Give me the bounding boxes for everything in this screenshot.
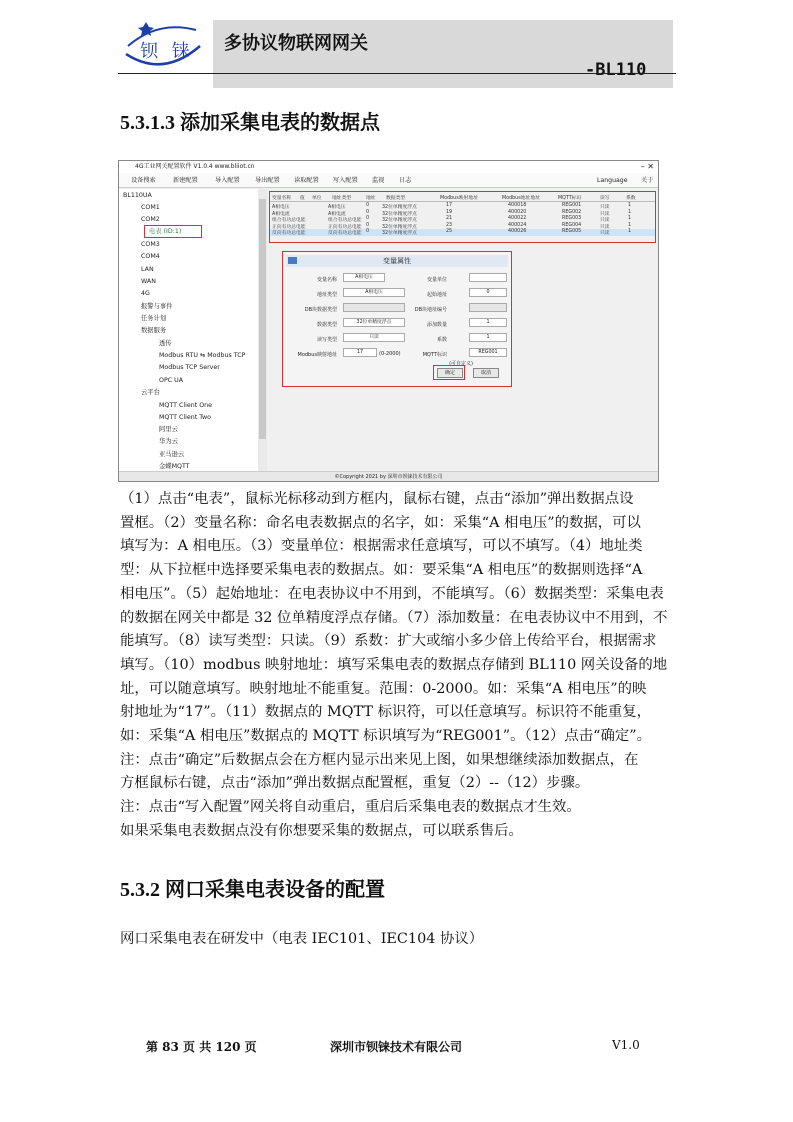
table-cell: 23	[446, 222, 453, 228]
name-input[interactable]: A相电压	[343, 273, 385, 282]
table-cell: 反向有功总电能	[328, 231, 362, 237]
tree-item[interactable]: 4G	[141, 290, 150, 297]
map-label: Modbus映射地址	[297, 352, 337, 358]
table-cell: 只读	[600, 218, 610, 224]
table-cell: A相电压	[272, 205, 290, 210]
tree-item[interactable]: BL110UA	[123, 192, 152, 199]
map-range: (0-2000)	[379, 351, 401, 357]
table-cell: 32位单精度浮点	[382, 218, 417, 224]
table-cell: 只读	[600, 231, 610, 237]
software-screenshot	[118, 160, 659, 482]
tree-item[interactable]: LAN	[141, 266, 154, 273]
table-cell: 0	[366, 216, 370, 222]
tree-item[interactable]: Modbus RTU ⇆ Modbus TCP	[159, 352, 246, 359]
table-cell: 0	[366, 203, 370, 208]
text-line: 址，可以随意填写。映射地址不能重复。范围：0-2000。如：采集“A 相电压”的映	[120, 680, 647, 697]
tree-item[interactable]: COM2	[141, 216, 160, 223]
table-cell: 只读	[600, 211, 610, 217]
table-cell: 400026	[508, 229, 527, 235]
unit-input[interactable]	[469, 273, 507, 282]
window-controls[interactable]: – ✕	[640, 162, 654, 171]
footer-version: V1.0	[612, 1038, 640, 1052]
tree-item[interactable]: 云平台	[141, 389, 160, 396]
col-header[interactable]: 地址	[366, 196, 376, 201]
col-header[interactable]: Modbus映射地址	[440, 196, 478, 201]
table-cell: 17	[446, 203, 453, 208]
table-cell: 32位单精度浮点	[382, 224, 417, 230]
dbaddr-label: DB块地址编号	[414, 307, 447, 313]
table-cell: 400018	[508, 203, 527, 208]
addrtype-select[interactable]: A相电压	[343, 288, 405, 297]
map-input[interactable]: 17	[343, 348, 377, 357]
table-cell: 32位单精度浮点	[382, 231, 417, 237]
tree-scrollbar[interactable]	[258, 189, 267, 471]
addrtype-label: 地址类型	[316, 292, 337, 298]
tree-item[interactable]: COM1	[141, 204, 160, 211]
dtype-label: 数据类型	[316, 322, 337, 328]
table-cell: 0	[366, 222, 370, 228]
table-cell: 25	[446, 229, 453, 235]
tree-item[interactable]: 数据服务	[141, 327, 167, 334]
col-header[interactable]: 变量名称	[272, 196, 292, 201]
table-cell: 正向有功总电能	[328, 224, 362, 230]
tree-item[interactable]: 金蝶MQTT	[159, 463, 190, 470]
text-line: 填写。（10）modbus 映射地址：填写采集电表的数据点存储到 BL110 网关设备的地	[120, 656, 668, 673]
tree-item[interactable]: WAN	[141, 278, 156, 285]
start-input[interactable]: 0	[469, 288, 507, 297]
name-label: 变量名称	[316, 277, 337, 283]
tree-item[interactable]: 华为云	[159, 438, 178, 445]
window-title: 4G工业网关配置软件 V1.0.4 www.bliiot.cn	[119, 161, 658, 173]
toolbar-export[interactable]: 导出配置	[255, 177, 280, 184]
language-button[interactable]: Language	[597, 177, 628, 184]
tree-item[interactable]: Modbus TCP Server	[159, 364, 220, 371]
text-line: （1）点击“电表”，鼠标光标移动到方框内，鼠标右键，点击“添加”弹出数据点设	[120, 491, 634, 507]
table-cell: 只读	[600, 224, 610, 230]
toolbar-read[interactable]: 读取配置	[294, 177, 319, 184]
cancel-button[interactable]: 取消	[473, 368, 499, 378]
section2-text: 网口采集电表在研发中（电表 IEC101、IEC104 协议）	[120, 931, 484, 947]
table-cell: 1	[628, 209, 632, 215]
start-label: 起始地址	[426, 292, 447, 298]
section2-heading: 5.3.2 网口采集电表设备的配置	[120, 879, 385, 901]
table-cell: 400024	[508, 222, 527, 228]
text-line: 填写为：A 相电压。（3）变量单位：根据需求任意填写，可以不填写。（4）地址类	[120, 538, 643, 555]
text-line: 置框。（2）变量名称：命名电表数据点的名字，如：采集“A 相电压”的数据，可以	[120, 514, 641, 531]
count-label: 添加数量	[426, 322, 447, 328]
table-cell: 1	[628, 216, 632, 222]
table-cell: REG002	[562, 209, 582, 215]
col-header[interactable]: 系数	[626, 196, 636, 201]
table-cell: 反向有功总电能	[272, 231, 306, 237]
device-tree	[119, 189, 267, 471]
product-model: -BL110	[585, 60, 647, 80]
header-rule	[118, 73, 676, 74]
table-cell: REG005	[562, 229, 582, 235]
footer-company: 深圳市钡铼技术有限公司	[330, 1040, 463, 1054]
table-cell: 400020	[508, 209, 527, 215]
scroll-thumb[interactable]	[259, 199, 266, 439]
table-cell: 19	[446, 209, 453, 215]
variable-dialog	[282, 251, 512, 387]
table-cell: 只读	[600, 205, 610, 210]
table-cell: 32位单精度浮点	[382, 205, 417, 210]
toolbar-new[interactable]: 新建配置	[173, 177, 198, 184]
table-cell: REG001	[562, 203, 582, 208]
rw-select[interactable]: 只读	[343, 333, 405, 342]
logo-text: 钡 铼	[140, 41, 194, 62]
text-line: 射地址为“17”。（11）数据点的 MQTT 标识符，可以任意填写。标识符不能重复，	[120, 704, 652, 721]
col-header[interactable]: 数据类型	[386, 196, 406, 201]
text-line: 如：采集“A 相电压”数据点的 MQTT 标识填写为“REG001”。（12）点击“确定”。	[120, 728, 652, 745]
table-cell: 32位单精度浮点	[382, 211, 417, 217]
dialog-title: 变量属性	[286, 255, 508, 267]
confirm-highlight	[433, 365, 465, 380]
tree-item[interactable]: 透传	[159, 340, 172, 347]
col-header[interactable]: Modbus地址地址	[502, 196, 540, 201]
table-cell: 1	[628, 229, 632, 235]
selection-highlight	[144, 225, 202, 238]
text-line: 注：点击“写入配置”网关将自动重启，重启后采集电表的数据点才生效。	[120, 799, 581, 816]
section-heading: 5.3.1.3 添加采集电表的数据点	[120, 112, 380, 134]
table-cell: 组合有功总电能	[328, 218, 362, 224]
tree-item-meter[interactable]: 电表 (ID:1)	[149, 228, 182, 235]
col-header[interactable]: 地址类型	[332, 196, 352, 201]
table-cell: 1	[628, 203, 632, 208]
datapoint-grid-highlight	[269, 191, 656, 243]
about-button[interactable]: 关于	[641, 177, 654, 184]
toolbar-monitor[interactable]: 监视	[372, 177, 385, 184]
col-header[interactable]: 读写	[600, 196, 610, 201]
instructions	[120, 488, 675, 844]
table-cell: A相电流	[328, 211, 346, 217]
table-cell: A相电压	[328, 205, 346, 210]
tree-item[interactable]: 任务计划	[141, 315, 167, 322]
tree-item[interactable]: COM3	[141, 241, 160, 248]
toolbar-search[interactable]: 设备搜索	[131, 177, 156, 184]
table-cell: REG004	[562, 222, 582, 228]
db-select[interactable]	[343, 303, 405, 312]
count-input[interactable]: 1	[469, 318, 507, 327]
toolbar-log[interactable]: 日志	[399, 177, 412, 184]
col-header[interactable]: 单位	[312, 196, 322, 201]
table-cell: REG003	[562, 216, 582, 222]
table-cell: 0	[366, 209, 370, 215]
text-line: 注：点击“确定”后数据点会在方框内显示出来见上图，如果想继续添加数据点，在	[120, 751, 639, 768]
toolbar	[119, 173, 658, 188]
mqtt-label: MQTT标识	[422, 352, 447, 358]
mqtt-input[interactable]: REG001	[469, 348, 507, 357]
page-number: 第 83 页 共 120 页	[146, 1040, 257, 1054]
table-cell: A相电流	[272, 211, 290, 217]
tree-item[interactable]: OPC UA	[159, 377, 184, 384]
col-header[interactable]: MQTT标识	[558, 196, 582, 201]
text-line: 的数据在网关中都是 32 位单精度浮点存储。（7）添加数量：在电表协议中不用到，不	[120, 609, 668, 626]
confirm-button[interactable]: 确定	[437, 368, 463, 378]
text-line: 相电压”。（5）起始地址：在电表协议中不用到，不能填写。（6）数据类型：采集电表	[120, 585, 664, 602]
unit-label: 变量单位	[426, 277, 447, 283]
dbaddr-input[interactable]	[469, 303, 507, 312]
toolbar-write[interactable]: 写入配置	[333, 177, 358, 184]
text-line: 能填写。（8）读写类型：只读。（9）系数：扩大或缩小多少倍上传给平台，根据需求	[120, 633, 657, 650]
text-line: 型：从下拉框中选择要采集电表的数据点。如：要采集“A 相电压”的数据则选择“A	[120, 562, 643, 579]
table-cell: 0	[366, 229, 370, 235]
text-line: 方框鼠标右键，点击“添加”弹出数据点配置框，重复（2）--（12）步骤。	[120, 775, 590, 792]
document-title: 多协议物联网网关	[224, 33, 368, 54]
tree-item[interactable]: COM4	[141, 253, 160, 260]
mqtt-note: (可自定义)	[449, 361, 473, 367]
tree-item[interactable]: 报警与事件	[141, 303, 173, 310]
status-bar: ©Copyright 2021 by 深圳市钡铼技术有限公司	[119, 471, 658, 481]
dtype-select[interactable]: 32位单精度浮点	[343, 318, 405, 327]
text-line: 如果采集电表数据点没有你想要采集的数据点，可以联系售后。	[120, 822, 523, 839]
table-cell: 正向有功总电能	[272, 224, 306, 230]
rw-label: 读写类型	[316, 337, 337, 343]
col-header[interactable]: 值	[300, 196, 305, 201]
table-cell: 1	[628, 222, 632, 228]
db-label: DB块数据类型	[304, 307, 337, 313]
tree-item[interactable]: 阿里云	[159, 426, 178, 433]
tree-item[interactable]: MQTT Client One	[159, 402, 213, 409]
tree-item[interactable]: 亚马逊云	[159, 451, 185, 458]
table-cell: 21	[446, 216, 453, 222]
coef-input[interactable]: 1	[469, 333, 507, 342]
tree-item[interactable]: MQTT Client Two	[159, 414, 212, 421]
table-cell: 400022	[508, 216, 527, 222]
toolbar-import[interactable]: 导入配置	[215, 177, 240, 184]
app-icon	[288, 257, 297, 264]
table-cell: 组合有功总电能	[272, 218, 306, 224]
coef-label: 系数	[436, 337, 447, 343]
